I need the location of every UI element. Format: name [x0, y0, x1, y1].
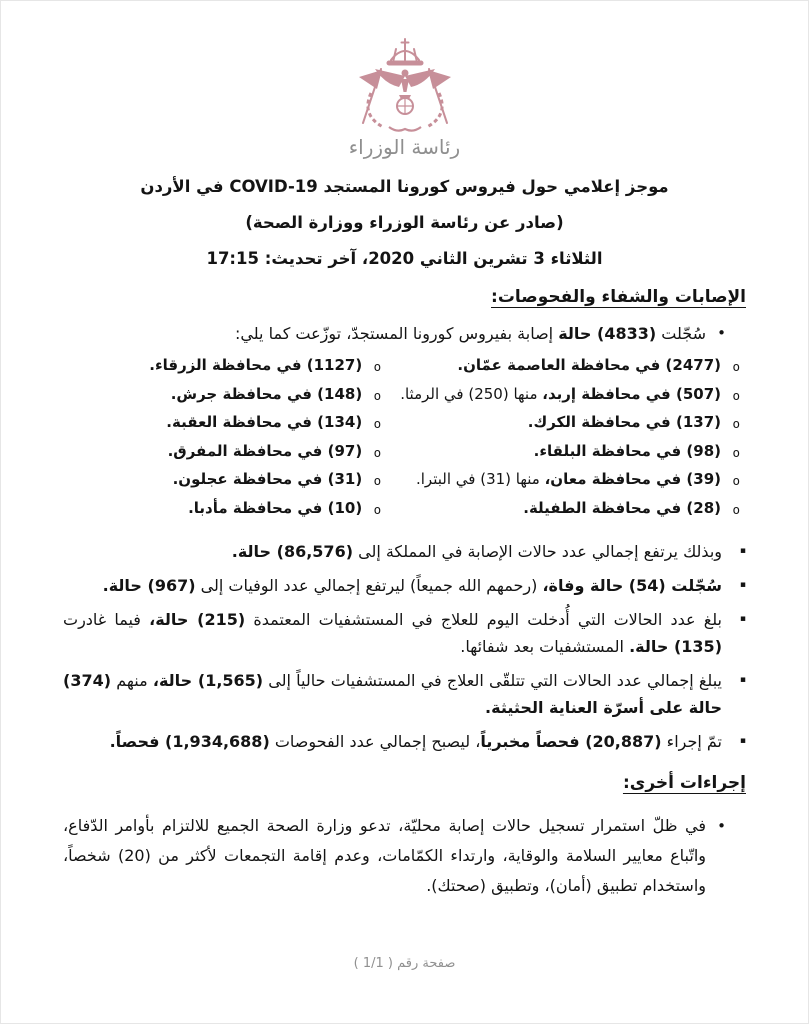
text-segment: (1,565) حالة، — [152, 671, 264, 690]
cases-intro-text — [63, 320, 706, 347]
text-segment: (967) حالة. — [102, 576, 196, 595]
governorate-item-text — [63, 495, 362, 523]
stat-item — [63, 728, 746, 755]
bullet-marker: • — [717, 817, 726, 835]
governorate-item-text — [381, 352, 721, 380]
governorate-item-text — [63, 466, 362, 494]
bullet-marker: o — [373, 416, 382, 431]
governorate-item-text — [381, 409, 721, 437]
text-segment: المستشفيات بعد شفائها. — [460, 637, 630, 656]
text-segment: منها (250) في الرمثا. — [400, 384, 543, 403]
action-item-text — [63, 811, 706, 901]
text-segment: ، ليصبح إجمالي عدد الفحوصات — [269, 732, 481, 751]
governorate-item — [63, 409, 381, 438]
text-segment: منها (31) في البترا. — [415, 470, 545, 488]
governorates-grid — [63, 352, 746, 523]
bullet-marker: ▪ — [739, 580, 746, 590]
document-header — [1, 169, 808, 277]
governorates-right-column — [381, 352, 740, 523]
bullet-marker: o — [732, 387, 740, 403]
text-segment: (135) حالة. — [629, 637, 722, 656]
actions-list — [63, 811, 746, 901]
stat-item — [63, 667, 746, 721]
bullet-marker: o — [373, 444, 382, 460]
text-segment: (215) حالة، — [149, 610, 246, 629]
governorate-item-text — [381, 381, 721, 409]
section-heading-actions: إجراءات أخرى: — [622, 773, 746, 793]
text-segment: سُجّلت (54) حالة وفاة، — [542, 576, 722, 595]
text-segment: (148) في محافظة جرش. — [170, 384, 363, 403]
governorate-item — [63, 466, 381, 495]
text-segment: (20,887) فحصاً مخبرياً — [480, 732, 662, 751]
text-segment: وبذلك يرتفع إجمالي عدد حالات الإصابة في المملكة إلى — [353, 542, 722, 561]
bullet-marker: ▪ — [739, 675, 746, 685]
governorate-item-text — [63, 381, 362, 409]
governorate-item — [63, 381, 381, 410]
text-segment: (39) في محافظة معان، — [544, 470, 721, 488]
bullet-marker: o — [732, 444, 740, 460]
bullet-marker: o — [373, 501, 382, 517]
document-body — [1, 287, 808, 901]
text-segment: (374) حالة على أسرّة العناية الحثيثة. — [63, 671, 722, 717]
text-segment: (507) في محافظة إربد، — [542, 384, 721, 403]
bullet-marker: o — [373, 473, 382, 488]
governorate-item — [381, 466, 740, 495]
governorate-item — [63, 352, 381, 381]
governorate-item-text — [381, 495, 721, 523]
governorate-item — [381, 409, 740, 438]
text-segment: (28) في محافظة الطفيلة. — [523, 498, 721, 517]
prime-ministry-calligraphy: رئاسة الوزراء — [348, 135, 461, 159]
text-segment: (97) في محافظة المفرق. — [167, 441, 363, 460]
governorate-item-text — [63, 352, 362, 380]
governorate-item — [381, 352, 740, 381]
text-segment: (86,576) حالة. — [231, 542, 354, 561]
bullet-marker: • — [717, 324, 726, 342]
governorate-item — [63, 495, 381, 524]
text-segment: (رحمهم الله جميعاً) ليرتفع إجمالي عدد الوفيات إلى — [195, 576, 543, 595]
text-segment: تمّ إجراء — [661, 732, 722, 751]
stat-item-text — [63, 606, 722, 660]
governorate-item — [381, 381, 740, 410]
coat-of-arms-graphic — [349, 37, 461, 133]
text-segment: (2477) في محافظة العاصمة عمّان. — [457, 356, 721, 374]
text-segment: فيما غادرت — [63, 610, 150, 629]
stat-item-text — [63, 728, 722, 755]
text-segment: (10) في محافظة مأدبا. — [188, 498, 363, 517]
text-segment: يبلغ إجمالي عدد الحالات التي تتلقّى العلاج في المستشفيات حالياً إلى — [263, 671, 723, 690]
governorate-item-text — [63, 438, 362, 466]
bullet-marker: o — [373, 387, 382, 403]
text-segment: سُجّلت — [656, 324, 706, 343]
page-number: صفحة رقم ( 1/1 ) — [353, 956, 456, 971]
stat-item — [63, 572, 746, 599]
stat-item — [63, 538, 746, 565]
governorate-item — [381, 438, 740, 467]
text-segment: (1,934,688) فحصاً. — [109, 732, 270, 751]
stat-item — [63, 606, 746, 660]
cases-intro-bullet — [63, 320, 746, 347]
governorate-item — [381, 495, 740, 524]
governorates-left-column — [63, 352, 381, 523]
governorate-item-text — [381, 466, 721, 494]
governorate-item-text — [381, 438, 721, 466]
issuer-line: (صادر عن رئاسة الوزراء ووزارة الصحة) — [245, 213, 564, 232]
text-segment: في ظلّ استمرار تسجيل حالات إصابة محليّة، تدعو وزارة الصحة الجميع للالتزام بأوامر الدّفاع، واتّباع معايير السلامة والوقاية، وارتداء الكمّامات، وعدم إقامة التجمعات لأكثر من (20) شخصاً، واستخدام تطبيق (أمان)، وتطبيق (صحتك). — [63, 816, 706, 895]
stat-item-text — [63, 667, 722, 721]
bullet-marker: ▪ — [739, 546, 746, 556]
daily-stats-list — [63, 538, 746, 755]
text-segment: منهم — [111, 671, 153, 690]
governorate-item-text — [63, 409, 362, 437]
stat-item-text — [63, 538, 722, 565]
text-segment: (98) في محافظة البلقاء. — [533, 441, 721, 460]
bullet-marker: o — [732, 473, 740, 488]
section-heading-cases: الإصابات والشفاء والفحوصات: — [491, 287, 746, 307]
text-segment: بلغ عدد الحالات التي أُدخلت اليوم للعلاج في المستشفيات المعتمدة — [245, 610, 722, 629]
text-segment: (137) في محافظة الكرك. — [527, 413, 721, 431]
stat-item-text — [63, 572, 722, 599]
action-item — [63, 811, 746, 901]
bullet-marker: o — [373, 359, 382, 374]
bullet-marker: ▪ — [739, 736, 746, 746]
text-segment: (134) في محافظة العقبة. — [166, 413, 363, 431]
text-segment: إصابة بفيروس كورونا المستجدّ، توزّعت كما يلي: — [235, 324, 559, 343]
bullet-marker: ▪ — [739, 614, 746, 624]
document-title: موجز إعلامي حول فيروس كورونا المستجد COVID-19 في الأردن — [140, 177, 669, 196]
bullet-marker: o — [732, 416, 740, 431]
governorate-item — [63, 438, 381, 467]
bullet-marker: o — [732, 501, 740, 517]
text-segment: (4833) حالة — [558, 324, 657, 343]
text-segment: (31) في محافظة عجلون. — [172, 470, 363, 488]
bullet-marker: o — [732, 359, 740, 374]
jordan-coat-of-arms — [1, 1, 808, 159]
text-segment: (1127) في محافظة الزرقاء. — [149, 356, 363, 374]
date-update-line: الثلاثاء 3 تشرين الثاني 2020، آخر تحديث: 17:15 — [206, 249, 603, 268]
